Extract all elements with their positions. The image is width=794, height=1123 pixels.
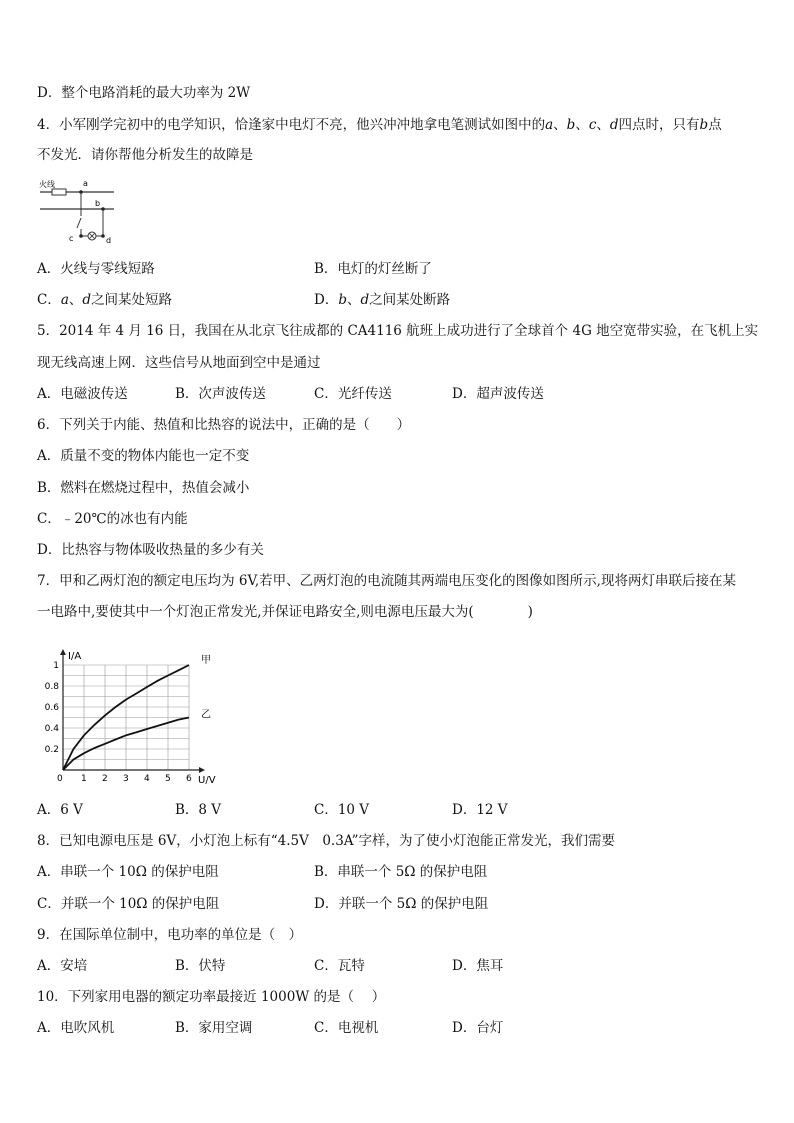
- q5-stem-line2: 现无线高速上网．这些信号从地面到空中是通过: [37, 355, 321, 371]
- q6-stem: 6．下列关于内能、热值和比热容的说法中，正确的是（ ）: [37, 417, 411, 433]
- fuse-icon: [52, 189, 66, 195]
- q4-option-d-point-d: d: [360, 292, 370, 308]
- q9-option-b[interactable]: B．伏特: [175, 958, 226, 974]
- y-tick-label: 0.4: [44, 724, 59, 734]
- q4-option-a[interactable]: A．火线与零线短路: [37, 261, 155, 277]
- q7-option-a[interactable]: A．6 V: [37, 802, 83, 818]
- q7-stem-line1: 7．甲和乙两灯泡的额定电压均为 6V,若甲、乙两灯泡的电流随其两端电压变化的图像如图所示,现将两灯串联后接在某: [37, 573, 736, 589]
- q4-stem-line2: 不发光．请你帮他分析发生的故障是: [37, 147, 253, 163]
- q7-iv-chart: [38, 634, 228, 786]
- node-c-label: c: [69, 234, 74, 243]
- q4-sep: 、: [553, 117, 567, 133]
- q4-option-d[interactable]: [314, 291, 450, 309]
- q8-option-c[interactable]: C．并联一个 10Ω 的保护电阻: [37, 896, 220, 912]
- q4-stem-mid: 四点时，只有: [618, 117, 700, 133]
- node-d-label: d: [106, 236, 112, 245]
- x-tick-label: 2: [102, 774, 108, 784]
- q9-stem: 9．在国际单位制中，电功率的单位是（ ）: [37, 927, 303, 943]
- q10-option-c[interactable]: C．电视机: [314, 1020, 379, 1036]
- q4-stem-pre: 4．小军刚学完初中的电学知识，恰逢家中电灯不亮，他兴冲冲地拿电笔测试如图中的: [37, 117, 546, 133]
- x-tick-label: 3: [123, 774, 129, 784]
- node-c-dot: [79, 234, 83, 238]
- q4-circuit-diagram: [38, 176, 118, 246]
- q10-stem: 10．下列家用电器的额定功率最接近 1000W 的是（ ）: [37, 989, 386, 1005]
- q9-option-c[interactable]: C．瓦特: [314, 958, 365, 974]
- q9-option-a[interactable]: A．安培: [37, 958, 88, 974]
- q5-option-b[interactable]: B．次声波传送: [175, 386, 266, 402]
- x-axis-label: U/V: [198, 775, 216, 786]
- q10-option-a[interactable]: A．电吹风机: [37, 1020, 115, 1036]
- q4-point-c: c: [588, 117, 597, 133]
- q8-stem: 8．已知电源电压是 6V，小灯泡上标有“4.5V 0.3A”字样，为了使小灯泡能正常发光，我们需要: [37, 833, 615, 849]
- y-axis-label: I/A: [68, 651, 82, 662]
- y-tick-label: 0.8: [44, 682, 59, 692]
- q5-option-d[interactable]: D．超声波传送: [452, 386, 544, 402]
- q4-sep: 、: [575, 117, 589, 133]
- live-wire-label: 火线: [39, 180, 55, 189]
- q7-option-d[interactable]: D．12 V: [452, 802, 508, 818]
- q4-point-b: b: [566, 117, 576, 133]
- q4-option-d-sep: 、: [346, 292, 361, 308]
- q4-point-d: d: [609, 117, 619, 133]
- q9-option-d[interactable]: D．焦耳: [452, 958, 504, 974]
- q5-stem-line1: 5．2014 年 4 月 16 日，我国在从北京飞往成都的 CA4116 航班上成功进行了全球首个 4G 地空宽带实验，在飞机上实: [37, 323, 759, 339]
- node-b-label: b: [95, 199, 101, 208]
- x-tick-label: 0: [57, 774, 63, 784]
- q4-option-c-point-d: d: [82, 292, 92, 308]
- x-tick-label: 5: [165, 774, 171, 784]
- x-tick-label: 6: [186, 774, 192, 784]
- q4-option-c-text: 之间某处短路: [91, 292, 173, 308]
- q4-stem-line1: [37, 116, 722, 134]
- q4-option-d-text: 之间某处断路: [369, 292, 451, 308]
- q7-option-c[interactable]: C．10 V: [314, 802, 370, 818]
- q6-option-a[interactable]: A．质量不变的物体内能也一定不变: [37, 448, 250, 464]
- q6-option-b[interactable]: B．燃料在燃烧过程中，热值会减小: [37, 480, 250, 496]
- y-tick-label: 0.6: [44, 703, 59, 713]
- q6-option-d[interactable]: D．比热容与物体吸收热量的多少有关: [37, 542, 264, 558]
- q8-option-a[interactable]: A．串联一个 10Ω 的保护电阻: [37, 864, 219, 880]
- x-tick-label: 1: [81, 774, 87, 784]
- q4-option-c-sep: 、: [68, 292, 83, 308]
- q3-option-d[interactable]: D．整个电路消耗的最大功率为 2W: [37, 85, 251, 101]
- switch-icon: [77, 218, 81, 228]
- q4-stem-post: 点: [708, 117, 722, 133]
- x-axis-arrow: [199, 767, 205, 773]
- q4-option-c-prefix: C．: [37, 292, 61, 308]
- q4-point-a: a: [545, 117, 554, 133]
- q4-option-c-point-a: a: [60, 292, 69, 308]
- node-a-label: a: [83, 179, 88, 188]
- node-d-dot: [101, 234, 105, 238]
- q4-option-b[interactable]: B．电灯的灯丝断了: [314, 261, 432, 277]
- series-label-yi: 乙: [201, 709, 211, 721]
- q7-stem-line2: 一电路中,要使其中一个灯泡正常发光,并保证电路安全,则电源电压最大为( ): [37, 604, 533, 620]
- q5-option-c[interactable]: C．光纤传送: [314, 386, 392, 402]
- q6-option-c[interactable]: C．﹣20℃的冰也有内能: [37, 511, 188, 527]
- q4-option-d-prefix: D．: [314, 292, 339, 308]
- q10-option-d[interactable]: D．台灯: [452, 1020, 504, 1036]
- q4-option-c[interactable]: [37, 291, 172, 309]
- q7-option-b[interactable]: B．8 V: [175, 802, 222, 818]
- q8-option-b[interactable]: B．串联一个 5Ω 的保护电阻: [314, 864, 488, 880]
- q4-sep: 、: [596, 117, 610, 133]
- q4-option-d-point-b: b: [338, 292, 347, 308]
- q10-option-b[interactable]: B．家用空调: [175, 1020, 253, 1036]
- x-tick-label: 4: [144, 774, 150, 784]
- q4-point-b-2: b: [699, 117, 709, 133]
- q8-option-d[interactable]: D．并联一个 5Ω 的保护电阻: [314, 896, 489, 912]
- y-tick-label: 1: [53, 661, 59, 671]
- y-tick-label: 0.2: [44, 745, 59, 755]
- y-axis-arrow: [60, 649, 66, 655]
- series-label-jia: 甲: [201, 655, 211, 666]
- q5-option-a[interactable]: A．电磁波传送: [37, 386, 128, 402]
